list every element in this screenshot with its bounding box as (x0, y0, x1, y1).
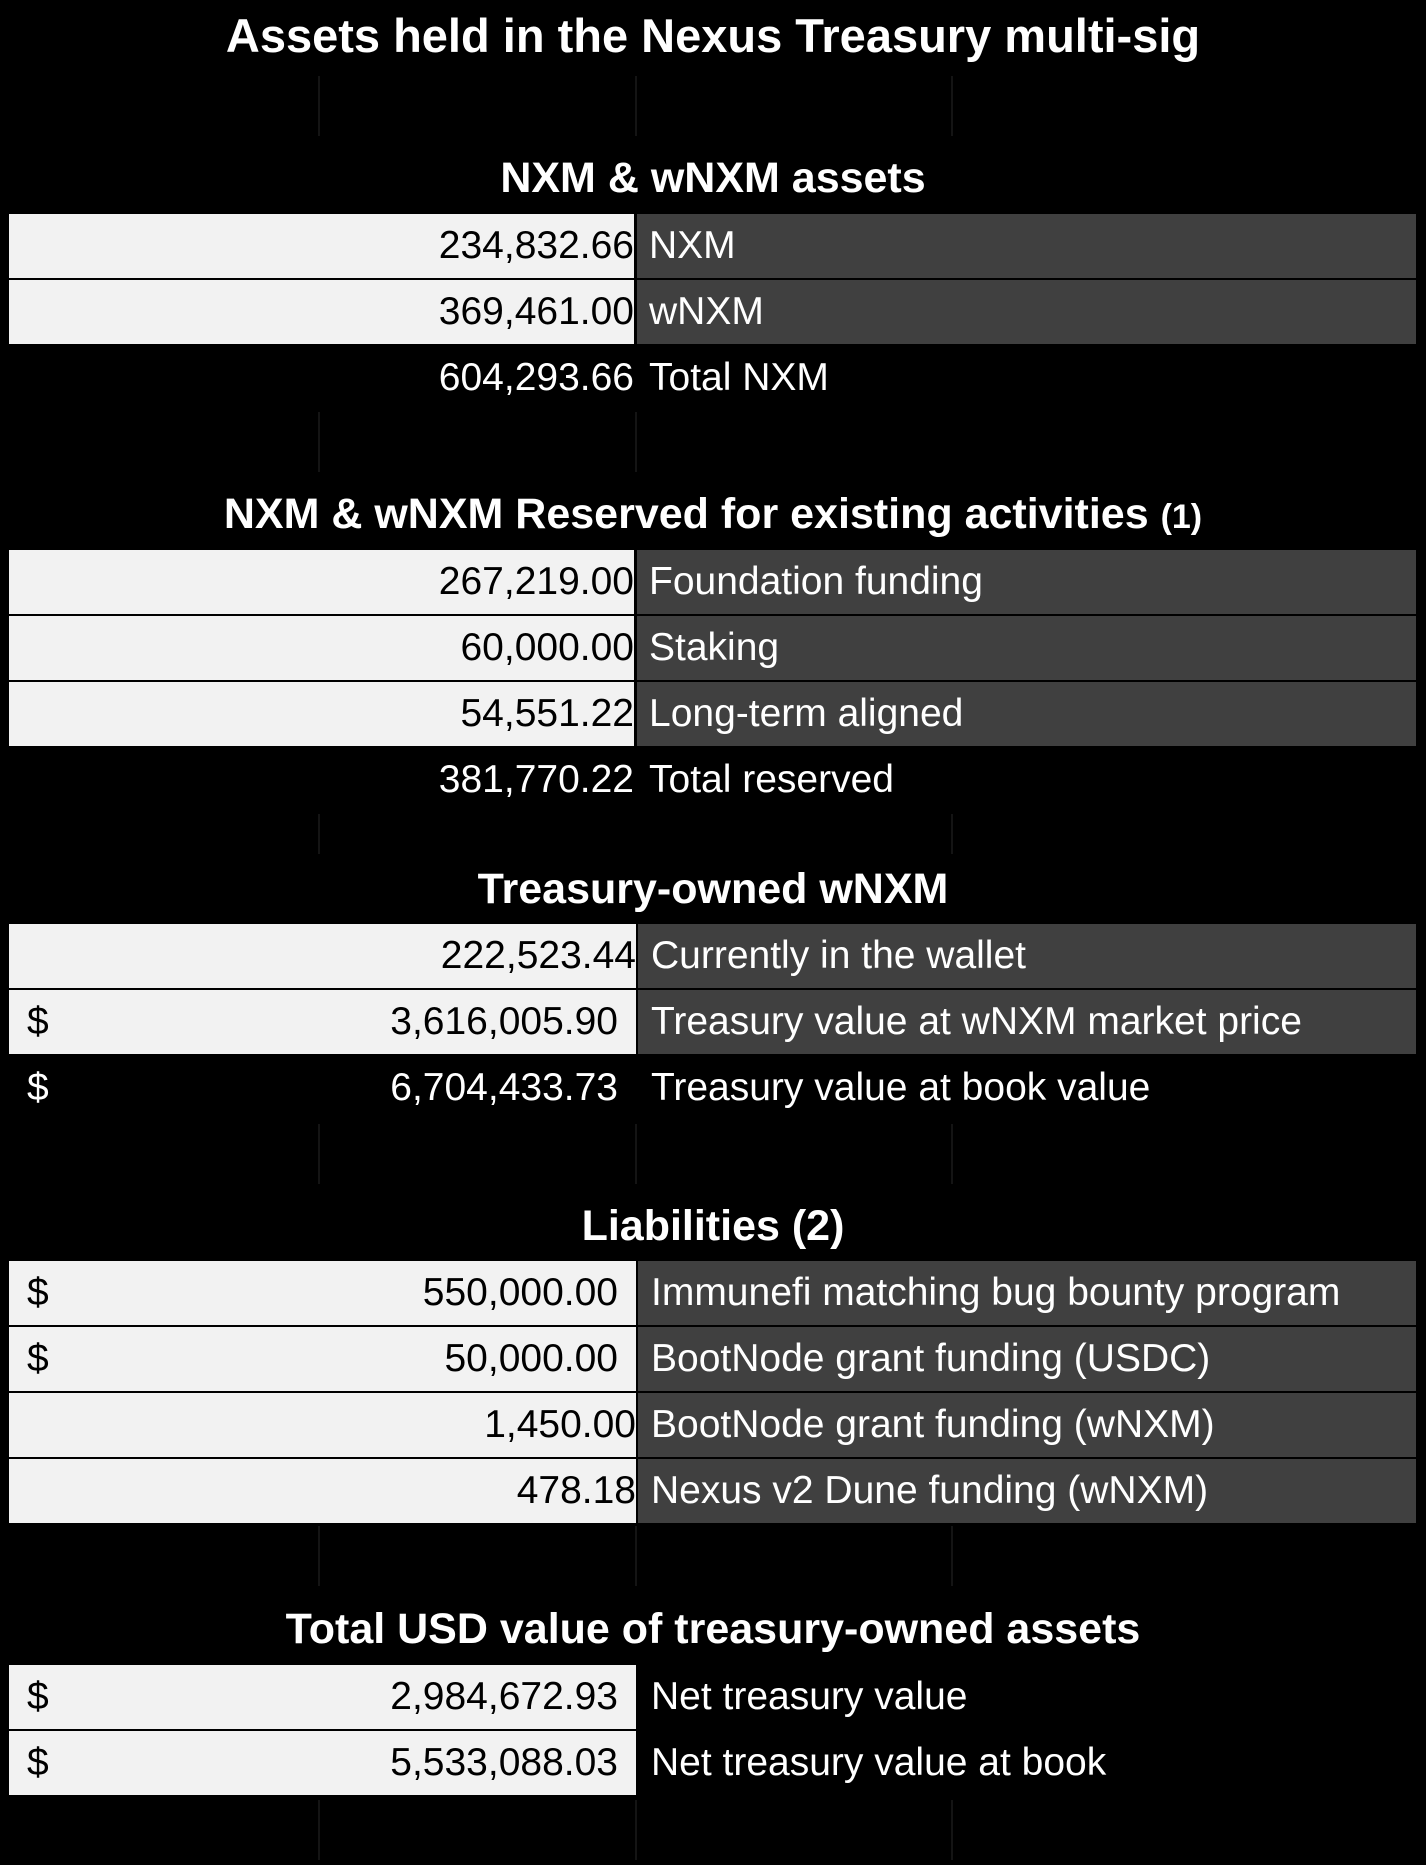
total-label-cell: Total reserved (649, 758, 894, 801)
value-text: 3,616,005.90 (390, 1000, 618, 1043)
value-cell (9, 1459, 636, 1523)
value-cell: 60,000.00 (9, 616, 634, 680)
table-row (9, 1393, 1416, 1457)
label-cell: Nexus v2 Dune funding (wNXM) (638, 1459, 1416, 1523)
label-cell: wNXM (637, 280, 1416, 344)
total-row (9, 748, 1416, 812)
table-row (9, 214, 1416, 278)
gridline (318, 1124, 320, 1184)
gridline (318, 412, 320, 472)
value-cell (9, 1393, 636, 1457)
table-row (9, 1731, 1416, 1795)
value-cell: 54,551.22 (9, 682, 634, 746)
label-cell: NXM (637, 214, 1416, 278)
gridline (635, 412, 637, 472)
label-cell: Net treasury value at book (651, 1741, 1107, 1784)
value-text: 50,000.00 (444, 1337, 618, 1380)
table-row (9, 616, 1416, 680)
currency-symbol: $ (27, 1741, 49, 1784)
gridline (635, 1526, 637, 1586)
gridline (951, 1526, 953, 1586)
gridline (635, 1124, 637, 1184)
label-cell: Treasury value at wNXM market price (638, 990, 1416, 1054)
gridline (318, 76, 320, 136)
value-cell (9, 1731, 636, 1795)
gridline (635, 76, 637, 136)
total-label-cell: Total NXM (649, 356, 829, 399)
total-value-cell (9, 1056, 636, 1120)
gridline (951, 814, 953, 854)
value-text: 6,704,433.73 (390, 1066, 618, 1109)
value-text: 222,523.44 (440, 934, 636, 977)
gridline (635, 1800, 637, 1860)
label-cell: Long-term aligned (637, 682, 1416, 746)
total-value-cell: 381,770.22 (438, 758, 634, 801)
gridline (318, 814, 320, 854)
section-heading-liabilities: Liabilities (2) (581, 1202, 845, 1250)
currency-symbol: $ (27, 1337, 49, 1380)
value-cell: 369,461.00 (9, 280, 634, 344)
value-cell (9, 990, 636, 1054)
total-value-cell: 604,293.66 (438, 356, 634, 399)
gridline (318, 1800, 320, 1860)
label-cell: Immunefi matching bug bounty program (638, 1261, 1416, 1325)
label-cell: Currently in the wallet (638, 924, 1416, 988)
value-cell: 267,219.00 (9, 550, 634, 614)
section-heading-reserved (0, 486, 1426, 545)
section-heading-treasury-owned: Treasury-owned wNXM (477, 865, 949, 913)
label-cell: BootNode grant funding (wNXM) (638, 1393, 1416, 1457)
value-cell: 234,832.66 (9, 214, 634, 278)
table-row (9, 280, 1416, 344)
page-title: Assets held in the Nexus Treasury multi-sig (225, 9, 1201, 62)
total-row (9, 1056, 1416, 1120)
label-cell: Foundation funding (637, 550, 1416, 614)
total-label-cell: Treasury value at book value (651, 1066, 1151, 1109)
currency-symbol: $ (27, 1271, 49, 1314)
value-text: 2,984,672.93 (390, 1675, 618, 1718)
table-row (9, 682, 1416, 746)
table-row (9, 990, 1416, 1054)
table-row (9, 550, 1416, 614)
section-heading-nxm-assets: NXM & wNXM assets (500, 154, 926, 202)
value-text: 550,000.00 (422, 1271, 618, 1314)
table-row (9, 1459, 1416, 1523)
value-cell (9, 924, 636, 988)
gridline (318, 1526, 320, 1586)
value-cell (9, 1327, 636, 1391)
value-text: 5,533,088.03 (390, 1741, 618, 1784)
gridline (951, 76, 953, 136)
label-cell: Staking (637, 616, 1416, 680)
currency-symbol: $ (27, 1066, 49, 1109)
gridline (951, 1124, 953, 1184)
currency-symbol: $ (27, 1675, 49, 1718)
gridline (951, 1800, 953, 1860)
value-text: 478.18 (516, 1469, 636, 1512)
value-cell (9, 1665, 636, 1729)
table-row (9, 924, 1416, 988)
table-row (9, 1327, 1416, 1391)
value-cell (9, 1261, 636, 1325)
total-row (9, 346, 1416, 410)
table-row (9, 1665, 1416, 1729)
section-heading-text: NXM & wNXM Reserved for existing activities (223, 490, 1149, 538)
label-cell: Net treasury value (651, 1675, 968, 1718)
value-text: 1,450.00 (484, 1403, 636, 1446)
section-heading-total-usd: Total USD value of treasury-owned assets (285, 1605, 1141, 1653)
label-cell: BootNode grant funding (USDC) (638, 1327, 1416, 1391)
footnote-marker: (1) (1160, 498, 1203, 536)
currency-symbol: $ (27, 1000, 49, 1043)
table-row (9, 1261, 1416, 1325)
